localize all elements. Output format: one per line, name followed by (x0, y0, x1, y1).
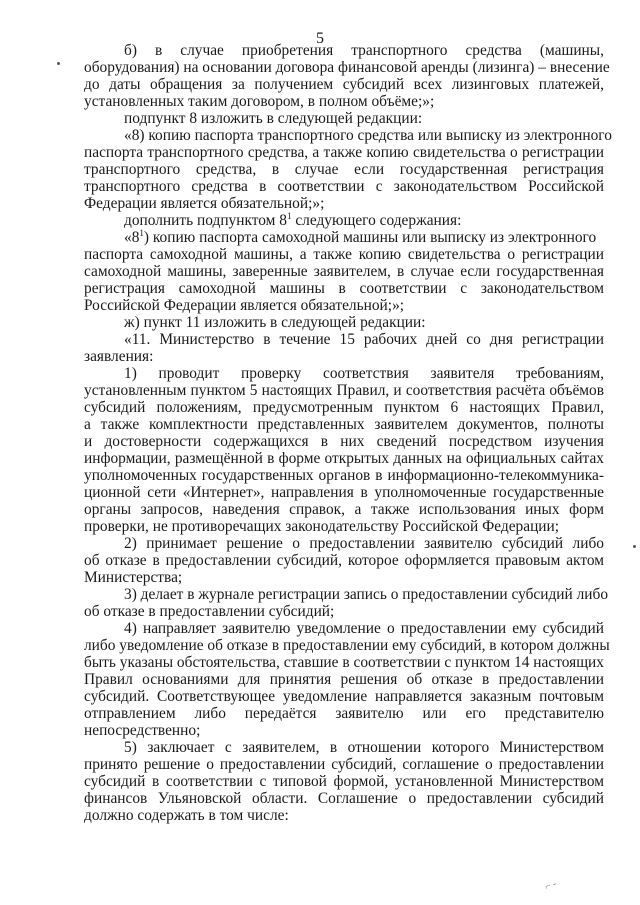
text-line: до даты обращения за получением субсидий всех лизинговых платежей, (84, 76, 604, 93)
scan-speck (633, 545, 636, 548)
text-line (84, 229, 604, 246)
text-line: подпункт 8 изложить в следующей редакции: (124, 110, 423, 127)
text-line: информации, размещённой в форме открытых данных на официальных сайтах (84, 450, 604, 467)
text-line: б) в случае приобретения транспортного средства (машины, (124, 42, 604, 59)
text-line: паспорта самоходной машины, а также копию свидетельства о регистрации (84, 246, 604, 263)
text-line: ционной сети «Интернет», направления в уполномоченные государственные (84, 484, 604, 501)
text-line: регистрация самоходной машины в соответствии с законодательством (84, 280, 604, 297)
text-line (84, 212, 604, 229)
text-line: а также комплектности представленных заявителем документов, полноты (84, 416, 604, 433)
text-line: Российской Федерации является обязательной;»; (84, 297, 405, 314)
text-line: либо уведомление об отказе в предоставлении ему субсидий, в котором должны (84, 637, 610, 654)
text-line: установленным пунктом 5 настоящих Правил, и соответствия расчёта объёмов (84, 382, 604, 399)
text-line: быть указаны обстоятельства, ставшие в соответствии с пунктом 14 настоящих (84, 654, 604, 671)
text-line: транспортного средства, в случае если государственная регистрация (84, 161, 604, 178)
text-line: принято решение о предоставлении субсидий, соглашение о предоставлении (84, 756, 604, 773)
text-fragment: дополнить подпунктом 8 (124, 212, 287, 229)
text-line: 2) принимает решение о предоставлении заявителю субсидий либо (124, 535, 604, 552)
superscript: 1 (139, 227, 144, 238)
text-line: самоходной машины, заверенные заявителем, в случае если государственная (84, 263, 604, 280)
text-line: субсидий. Соответствующее уведомление направляется заказным почтовым (84, 688, 604, 705)
text-line: отправлением либо передаётся заявителю или его представителю (84, 705, 604, 722)
text-line: установленных таким договором, в полном объёме;»; (84, 93, 435, 110)
text-line: финансов Ульяновской области. Соглашение о предоставлении субсидий (84, 790, 604, 807)
text-line: «8) копию паспорта транспортного средства или выписку из электронного (124, 127, 612, 144)
text-line: 3) делает в журнале регистрации запись о предоставлении субсидий либо (124, 586, 609, 603)
text-line: уполномоченных государственных органов в информационно-телекоммуника- (84, 467, 604, 484)
text-line: об отказе в предоставлении субсидий, которое оформляется правовым актом (84, 552, 604, 569)
text-fragment: следующего содержания: (291, 212, 462, 229)
text-line: проверки, не противоречащих законодательству Российской Федерации; (84, 518, 560, 535)
text-fragment: «8 (124, 229, 140, 246)
scan-mark: ⌐ - (543, 878, 559, 893)
text-line: 1) проводит проверку соответствия заявителя требованиям, (124, 365, 604, 382)
text-line: 5) заключает с заявителем, в отношении которого Министерством (124, 739, 604, 756)
text-fragment: ) копию паспорта самоходной машины или выписку из электронного (143, 229, 597, 246)
text-line: и достоверности содержащихся в них сведений посредством изучения (84, 433, 604, 450)
scan-speck (57, 62, 60, 65)
superscript: 1 (286, 210, 292, 221)
text-line: органы запросов, наведения справок, а также использования иных форм (84, 501, 604, 518)
document-body (84, 42, 612, 824)
text-line: должно содержать в том числе: (84, 807, 289, 824)
text-line: субсидий в соответствии с типовой формой, установленной Министерством (84, 773, 604, 790)
text-line: Правил основаниями для принятия решения об отказе в предоставлении (84, 671, 604, 688)
text-line: об отказе в предоставлении субсидий; (84, 603, 335, 620)
text-line: непосредственно; (84, 722, 201, 739)
text-line: транспортного средства в соответствии с законодательством Российской (84, 178, 604, 195)
text-line: заявления: (84, 348, 154, 365)
page-number: 5 (316, 30, 324, 47)
text-line: оборудования) на основании договора финансовой аренды (лизинга) – внесение (84, 59, 610, 76)
text-line: паспорта транспортного средства, а также копию свидетельства о регистрации (84, 144, 604, 161)
text-line: субсидий положениям, предусмотренным пунктом 6 настоящих Правил, (84, 399, 604, 416)
text-line: ж) пункт 11 изложить в следующей редакции: (124, 314, 426, 331)
text-line: 4) направляет заявителю уведомление о предоставлении ему субсидий (124, 620, 604, 637)
text-line: Федерации является обязательной;»; (84, 195, 325, 212)
text-line: Министерства; (84, 569, 183, 586)
text-line: «11. Министерство в течение 15 рабочих дней со дня регистрации (124, 331, 604, 348)
